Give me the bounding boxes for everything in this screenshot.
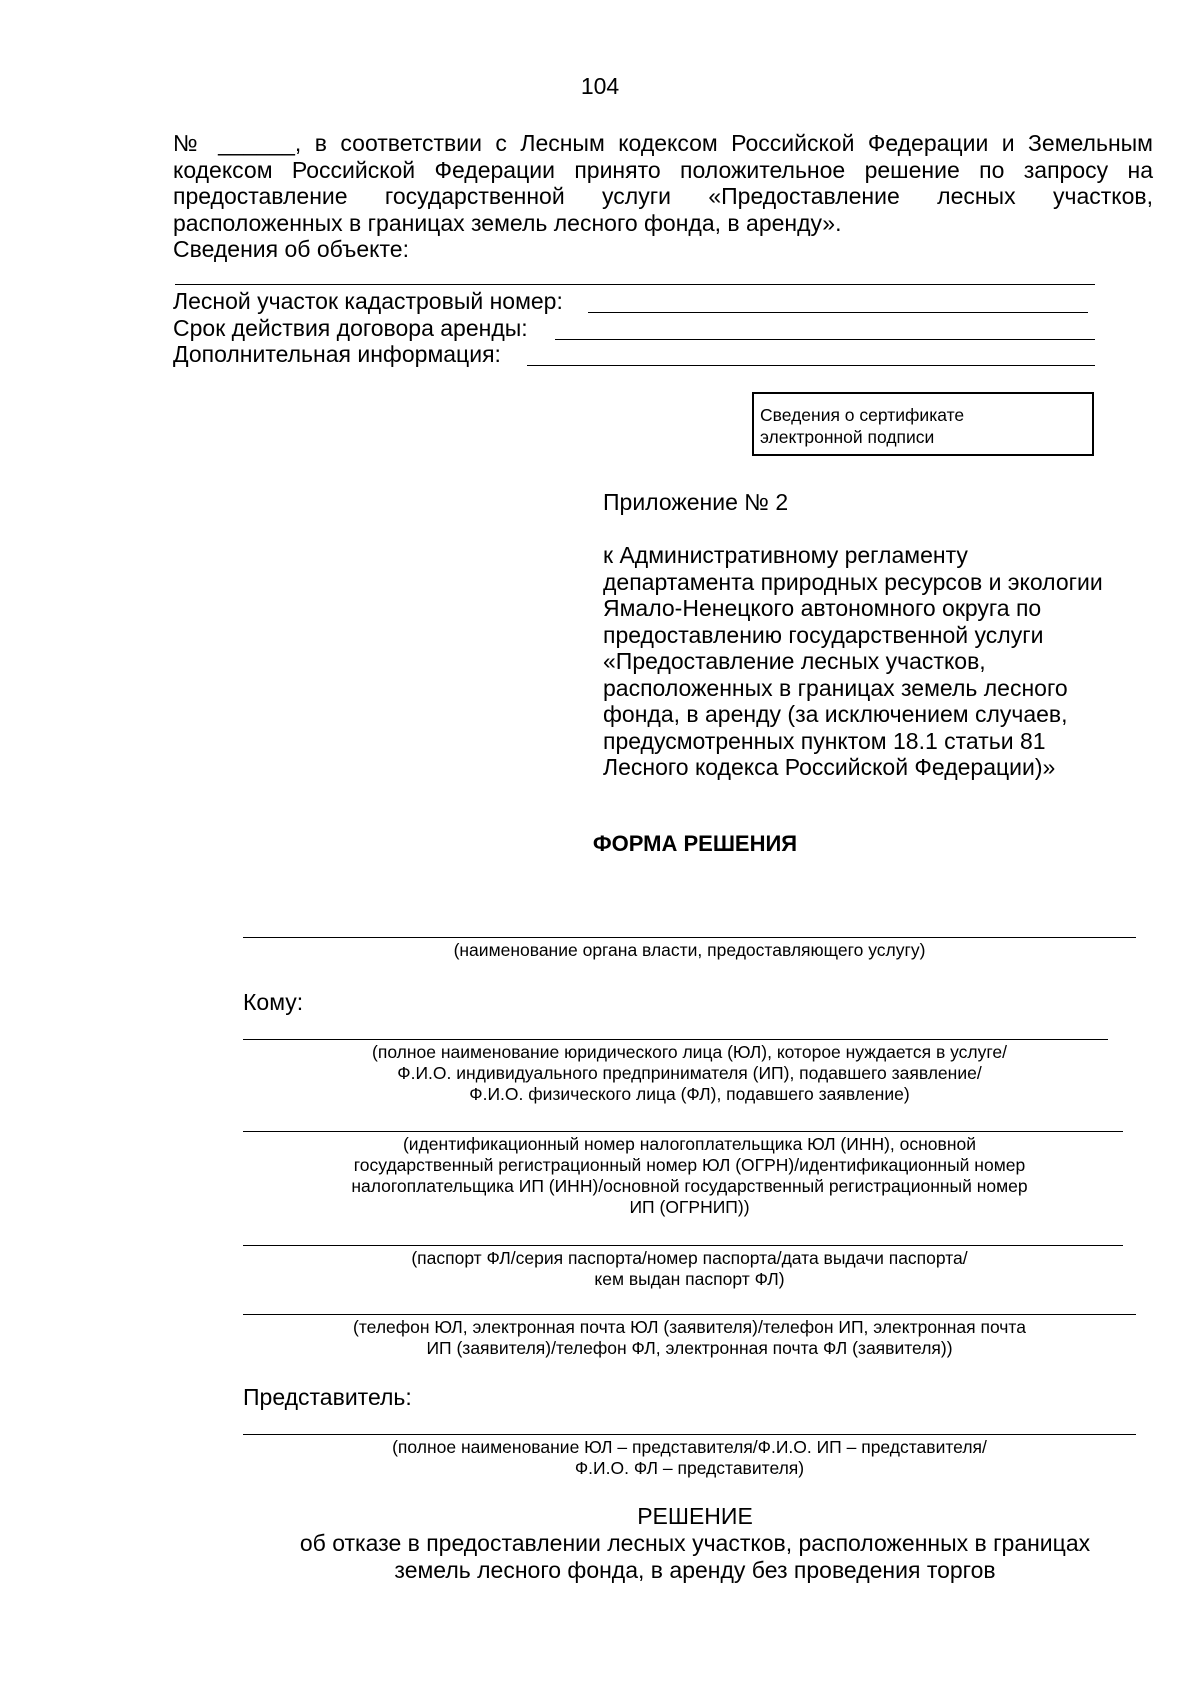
- recipient-caption: [243, 1042, 1136, 1105]
- intro-line: предоставление государственной услуги «Предоставление лесных участков,: [173, 183, 1153, 209]
- tax-id-caption: [243, 1134, 1136, 1218]
- caption-line: Ф.И.О. ФЛ – представителя): [574, 1458, 805, 1478]
- page-number: 104: [580, 73, 620, 99]
- to-label: Кому:: [243, 989, 304, 1015]
- annex-title: Приложение № 2: [603, 489, 789, 515]
- contact-caption: [243, 1317, 1136, 1359]
- caption-line: (паспорт ФЛ/серия паспорта/номер паспорта/дата выдачи паспорта/: [411, 1248, 968, 1268]
- caption-line: (идентификационный номер налогоплательщика ЮЛ (ИНН), основной: [402, 1134, 976, 1154]
- annex-line: Ямало-Ненецкого автономного округа по: [603, 595, 1042, 621]
- caption-line: ИП (ОГРНИП)): [629, 1197, 750, 1217]
- annex-line: «Предоставление лесных участков,: [603, 648, 986, 674]
- cadastral-underline: [588, 312, 1088, 313]
- representative-caption: [243, 1437, 1136, 1479]
- signature-box-line: Сведения о сертификате: [760, 405, 965, 425]
- annex-line: расположенных в границах земель лесного: [603, 674, 1068, 701]
- annex-line: фонда, в аренду (за исключением случаев,: [603, 701, 1068, 727]
- intro-paragraph: [173, 130, 1153, 263]
- lease-term-label: Срок действия договора аренды:: [173, 315, 528, 341]
- additional-info-label: Дополнительная информация:: [173, 341, 501, 367]
- intro-line: расположенных в границах земель лесного фонда, в аренду».: [173, 209, 842, 236]
- annex-line: предусмотренных пунктом 18.1 статьи 81: [603, 727, 1046, 754]
- caption-line: Ф.И.О. индивидуального предпринимателя (ИП), подавшего заявление/: [397, 1063, 982, 1083]
- authority-underline: [243, 937, 1136, 938]
- object-info-underline: [175, 284, 1095, 285]
- decision-line: об отказе в предоставлении лесных участков, расположенных в границах: [299, 1530, 1091, 1556]
- passport-caption: [243, 1248, 1136, 1290]
- caption-line: налогоплательщика ИП (ИНН)/основной государственный регистрационный номер: [351, 1176, 1028, 1196]
- caption-line: Ф.И.О. физического лица (ФЛ), подавшего заявление): [469, 1084, 910, 1104]
- additional-info-underline: [527, 365, 1095, 366]
- annex-line: предоставлению государственной услуги: [603, 621, 1044, 648]
- object-info-label: Сведения об объекте:: [173, 236, 409, 262]
- decision-subtitle: [0, 1530, 1200, 1584]
- lease-term-underline: [555, 339, 1095, 340]
- decision-title: РЕШЕНИЕ: [637, 1503, 753, 1529]
- authority-caption: (наименование органа власти, предоставляющего услугу): [453, 940, 926, 960]
- annex-line: департамента природных ресурсов и экологии: [603, 568, 1103, 595]
- representative-underline: [243, 1434, 1136, 1435]
- intro-line: № ______, в соответствии с Лесным кодексом Российской Федерации и Земельным: [173, 130, 1153, 156]
- annex-line: к Административному регламенту: [603, 542, 968, 568]
- annex-line: Лесного кодекса Российской Федерации)»: [603, 754, 1056, 780]
- caption-line: ИП (заявителя)/телефон ФЛ, электронная почта ФЛ (заявителя)): [426, 1338, 953, 1358]
- representative-label: Представитель:: [243, 1384, 412, 1410]
- form-title: ФОРМА РЕШЕНИЯ: [592, 831, 798, 856]
- caption-line: государственный регистрационный номер ЮЛ (ОГРН)/идентификационный номер: [353, 1155, 1026, 1175]
- annex-text: [603, 542, 1103, 781]
- contact-underline: [243, 1314, 1136, 1315]
- caption-line: (полное наименование ЮЛ – представителя/Ф.И.О. ИП – представителя/: [392, 1437, 987, 1457]
- caption-line: кем выдан паспорт ФЛ): [594, 1269, 785, 1289]
- cadastral-label: Лесной участок кадастровый номер:: [173, 288, 563, 314]
- recipient-underline: [243, 1039, 1108, 1040]
- signature-certificate-box: [752, 392, 1094, 456]
- decision-line: земель лесного фонда, в аренду без проведения торгов: [394, 1557, 996, 1583]
- signature-box-line: электронной подписи: [760, 427, 935, 447]
- caption-line: (телефон ЮЛ, электронная почта ЮЛ (заявителя)/телефон ИП, электронная почта: [353, 1317, 1026, 1337]
- passport-underline: [243, 1245, 1123, 1246]
- intro-line: кодексом Российской Федерации принято положительное решение по запросу на: [173, 156, 1153, 183]
- caption-line: (полное наименование юридического лица (ЮЛ), которое нуждается в услуге/: [372, 1042, 1007, 1062]
- tax-id-underline: [243, 1131, 1123, 1132]
